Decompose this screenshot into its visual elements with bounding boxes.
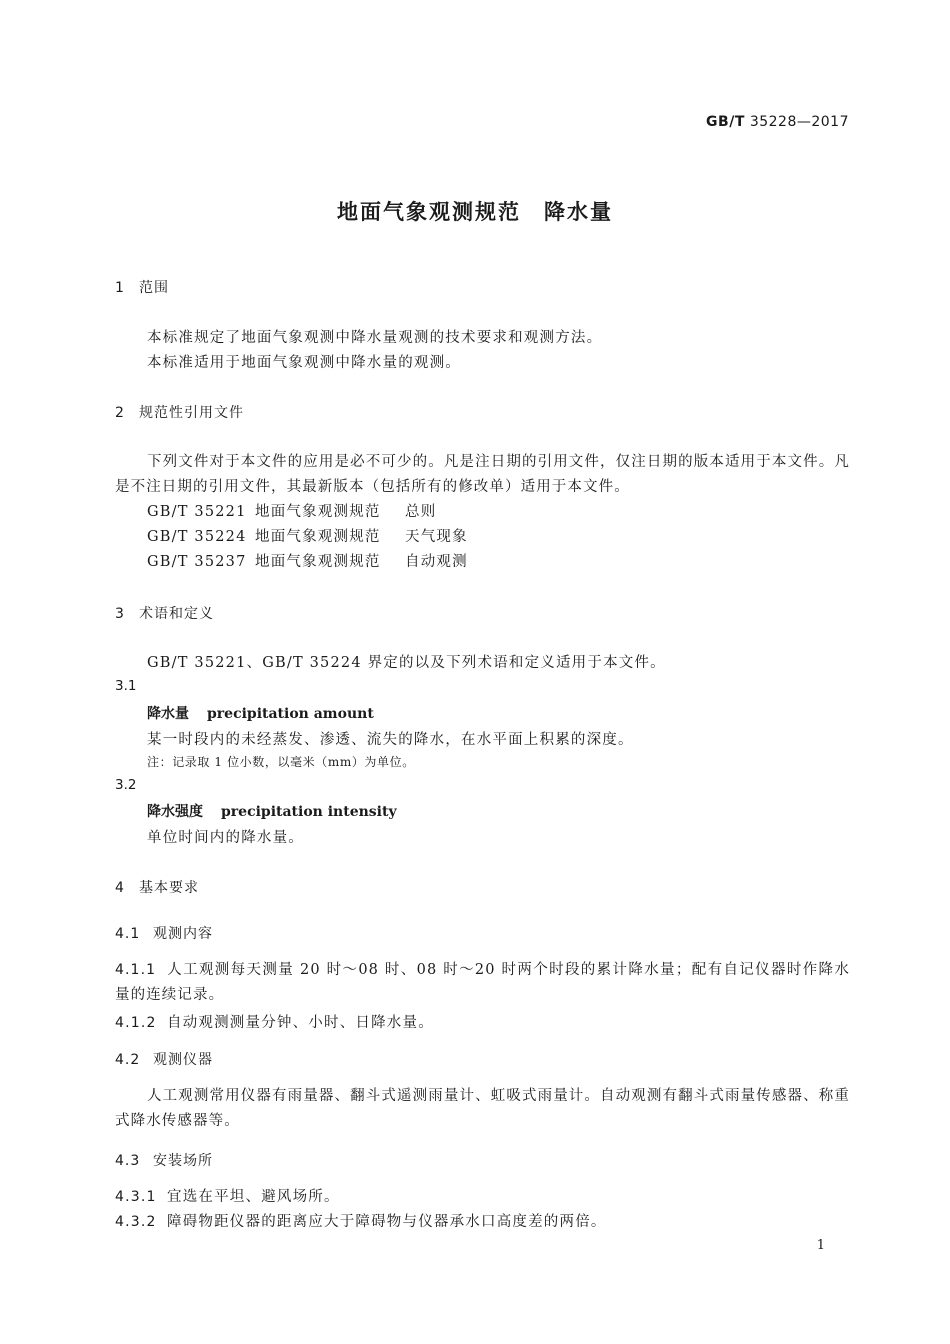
clause-text: 自动观测测量分钟、小时、日降水量。 [167, 1015, 434, 1031]
reference-title: 地面气象观测规范 [255, 504, 381, 520]
reference-subtitle: 天气现象 [405, 529, 468, 545]
clause-text: 人工观测每天测量 20 时～08 时、08 时～20 时两个时段的累计降水量；配有自记仪器时作降水量的连续记录。 [115, 962, 850, 1003]
subsection-4-2-heading [115, 1049, 213, 1069]
term-heading [147, 801, 397, 821]
subsection-4-1-heading [115, 923, 213, 943]
clause-4-3-1 [115, 1185, 340, 1206]
reference-title: 地面气象观测规范 [255, 529, 381, 545]
paragraph: 人工观测常用仪器有雨量器、翻斗式遥测雨量计、虹吸式雨量计。自动观测有翻斗式雨量传感器、称重式降水传感器等。 [115, 1088, 850, 1129]
paragraph: 本标准规定了地面气象观测中降水量观测的技术要求和观测方法。 [147, 330, 603, 346]
term-cn: 降水量 [147, 706, 189, 722]
reference-code: GB/T 35224 [147, 529, 247, 545]
section-number: 4 [115, 880, 125, 896]
subsection-title: 安装场所 [153, 1153, 213, 1169]
clause-number: 4.3.1 [115, 1189, 157, 1205]
clause-4-3-2 [115, 1210, 607, 1231]
clause-4-1-1 [115, 958, 850, 1008]
clause-number: 4.1.2 [115, 1015, 157, 1031]
standard-number: 35228—2017 [749, 114, 849, 130]
term-number: 3.1 [115, 678, 137, 694]
note: 注：记录取 1 位小数，以毫米（mm）为单位。 [147, 755, 415, 769]
section-2-heading [115, 402, 244, 422]
reference-item [147, 550, 468, 571]
paragraph: 本标准适用于地面气象观测中降水量的观测。 [147, 355, 461, 371]
term-heading [147, 703, 374, 723]
section-4-heading [115, 877, 199, 897]
term-number: 3.2 [115, 777, 137, 793]
section-title: 术语和定义 [139, 606, 214, 622]
term-cn: 降水强度 [147, 804, 203, 820]
reference-code: GB/T 35237 [147, 554, 247, 570]
clause-number: 4.3.2 [115, 1214, 157, 1230]
paragraph: 下列文件对于本文件的应用是必不可少的。凡是注日期的引用文件，仅注日期的版本适用于本文件。凡是不注日期的引用文件，其最新版本（包括所有的修改单）适用于本文件。 [115, 454, 850, 495]
reference-code: GB/T 35221 [147, 504, 247, 520]
reference-subtitle: 总则 [405, 504, 437, 520]
subsection-number: 4.3 [115, 1153, 141, 1169]
term-definition: 某一时段内的未经蒸发、渗透、流失的降水，在水平面上积累的深度。 [147, 732, 634, 748]
section-title: 范围 [139, 280, 169, 296]
reference-item [147, 500, 436, 521]
paragraph: GB/T 35221、GB/T 35224 界定的以及下列术语和定义适用于本文件。 [147, 655, 666, 671]
clause-text: 障碍物距仪器的距离应大于障碍物与仪器承水口高度差的两倍。 [167, 1214, 607, 1230]
subsection-title: 观测内容 [153, 926, 213, 942]
document-title: 地面气象观测规范 降水量 [337, 200, 613, 224]
subsection-number: 4.1 [115, 926, 141, 942]
section-3-heading [115, 603, 214, 623]
clause-number: 4.1.1 [115, 962, 157, 978]
term-en: precipitation amount [207, 706, 374, 722]
section-title: 基本要求 [139, 880, 199, 896]
reference-item [147, 525, 468, 546]
term-definition: 单位时间内的降水量。 [147, 830, 304, 846]
term-en: precipitation intensity [221, 804, 397, 820]
subsection-number: 4.2 [115, 1052, 141, 1068]
section-1-heading [115, 277, 169, 297]
section-number: 1 [115, 280, 125, 296]
standard-code [706, 114, 849, 130]
subsection-4-3-heading [115, 1150, 213, 1170]
clause-text: 宜选在平坦、避风场所。 [167, 1189, 340, 1205]
reference-subtitle: 自动观测 [405, 554, 468, 570]
section-number: 3 [115, 606, 125, 622]
section-number: 2 [115, 405, 125, 421]
page-number: 1 [816, 1238, 825, 1253]
reference-title: 地面气象观测规范 [255, 554, 381, 570]
subsection-title: 观测仪器 [153, 1052, 213, 1068]
standard-prefix: GB/T [706, 114, 745, 130]
clause-4-1-2 [115, 1011, 434, 1032]
section-title: 规范性引用文件 [139, 405, 244, 421]
